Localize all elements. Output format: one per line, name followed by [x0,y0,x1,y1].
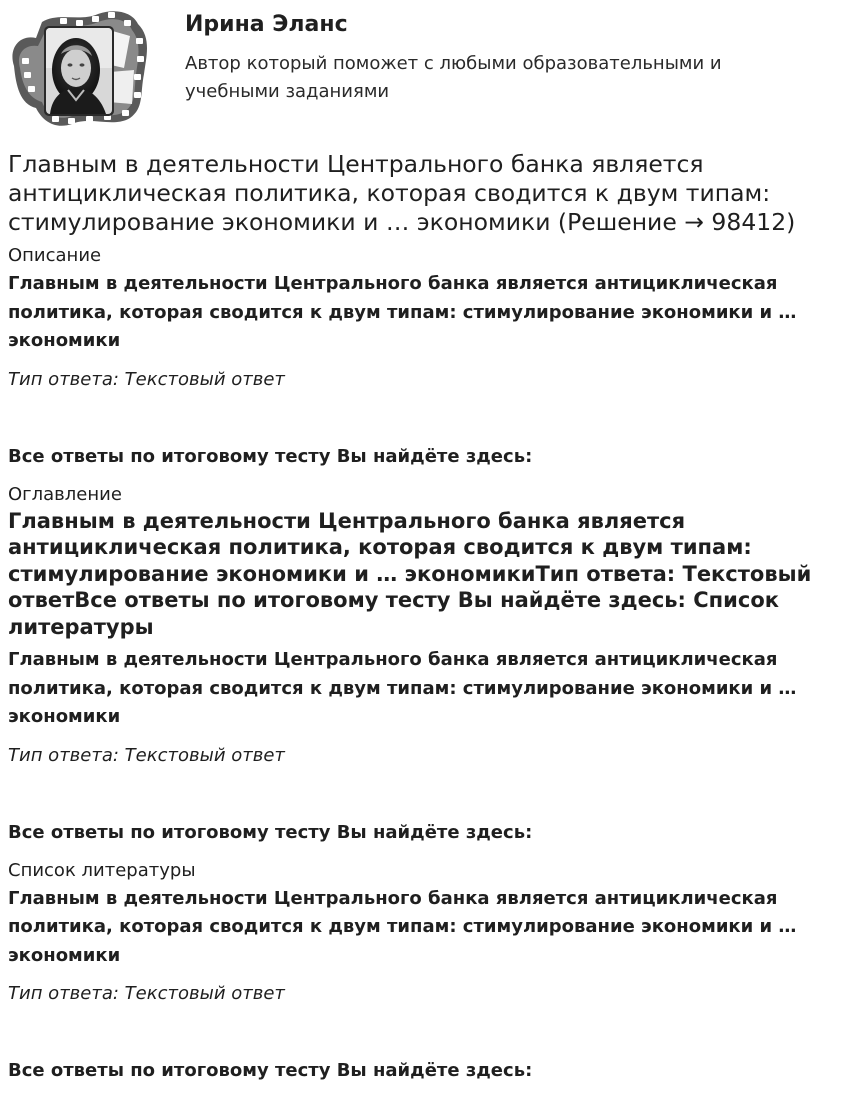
answer-type-text: Тип ответа: Текстовый ответ [8,983,285,1004]
all-answers-link[interactable]: Все ответы по итоговому тесту Вы найдёте здесь: [8,1060,533,1081]
all-answers-link[interactable]: Все ответы по итоговому тесту Вы найдёте здесь: [8,821,533,843]
all-answers-link[interactable]: Все ответы по итоговому тесту Вы найдёте здесь: [8,445,533,467]
author-avatar[interactable] [6,8,152,128]
literature-section [8,860,838,1083]
question-text: Главным в деятельности Центрального банка является антициклическая политика, которая сводится к двум типам: стимулирование экономики и … экономики [8,649,797,727]
page-title: Главным в деятельности Центрального банка является антициклическая политика, которая сводится к двум типам: стимулирование экономики и … экономики (Решение → 98412) [8,150,796,236]
author-card [0,0,847,140]
question-text: Главным в деятельности Центрального банка является антициклическая политика, которая сводится к двум типам: стимулирование экономики и … экономики [8,273,797,351]
toc-label: Оглавление [8,483,122,505]
literature-label: Список литературы [8,859,196,881]
toc-section [8,484,838,844]
question-text: Главным в деятельности Центрального банка является антициклическая политика, которая сводится к двум типам: стимулирование экономики и … экономики [8,887,797,966]
description-section [8,245,838,468]
answer-type-text: Тип ответа: Текстовый ответ [8,744,285,766]
film-strip-avatar-icon [6,8,152,128]
toc-heading: Главным в деятельности Центрального банка является антициклическая политика, которая сводится к двум типам: стимулирование экономики и … экономикиТип ответа: Текстовый ответВсе ответы по итоговому тесту Вы найдёте здесь: Список литературы [8,508,812,639]
author-description: Автор который поможет с любыми образовательными и учебными заданиями [185,53,722,102]
author-name[interactable]: Ирина Эланс [185,12,348,37]
description-label: Описание [8,245,102,266]
main-content [8,150,838,1082]
answer-type-text: Тип ответа: Текстовый ответ [8,368,285,390]
